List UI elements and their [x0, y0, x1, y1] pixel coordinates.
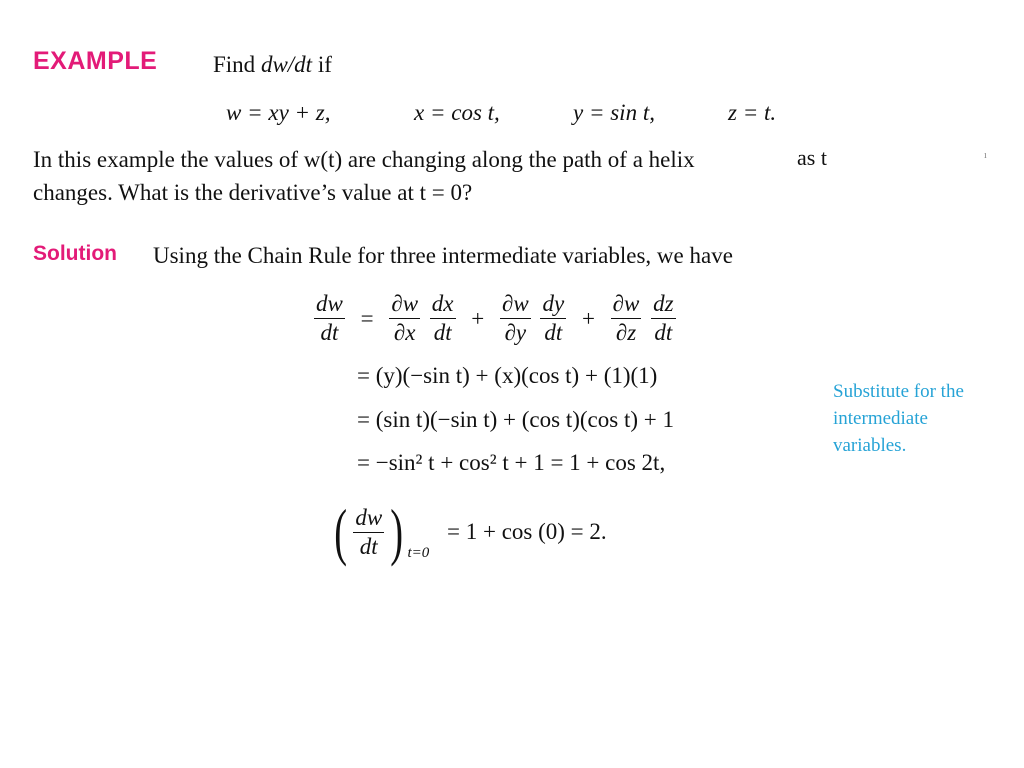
- paragraph-line-1: In this example the values of w(t) are changing along the path of a helix: [33, 147, 695, 172]
- plus-sign: +: [471, 305, 485, 331]
- paragraph-line-2: changes. What is the derivative’s value at t = 0?: [33, 180, 473, 205]
- note-line-1: Substitute for the: [833, 381, 964, 402]
- solution-label: Solution: [33, 242, 117, 265]
- plus-sign: +: [581, 305, 595, 331]
- step-2: = (sin t)(−sin t) + (cos t)(cos t) + 1: [357, 407, 674, 432]
- find-suffix: if: [317, 52, 332, 77]
- definition-z: z = t.: [728, 100, 777, 125]
- step-1: = (y)(−sin t) + (x)(cos t) + (1)(1): [357, 363, 658, 388]
- chain-rule-equation: [312, 290, 678, 347]
- note-line-2: intermediate: [833, 408, 928, 429]
- eval-rhs: = 1 + cos (0) = 2.: [447, 519, 607, 544]
- eval-subscript: t=0: [407, 545, 430, 562]
- solution-intro: Using the Chain Rule for three intermediate variables, we have: [153, 243, 733, 268]
- evaluation-equation: [330, 496, 607, 567]
- margin-note: [833, 378, 964, 459]
- partial-w-z: $\frac{\partial w}{\partial z}$: [612, 291, 640, 345]
- find-expression: dw/dt: [260, 52, 313, 77]
- lhs-fraction: $\frac{dw}{dt}$: [316, 291, 343, 345]
- equals-sign: =: [360, 305, 374, 331]
- stray-mark: ı: [984, 150, 987, 161]
- step-3: = −sin² t + cos² t + 1 = 1 + cos 2t,: [357, 450, 666, 475]
- paragraph-as-t: as t: [797, 145, 827, 170]
- left-paren: (: [334, 496, 348, 567]
- right-paren: ): [390, 496, 404, 567]
- definition-y: y = sin t,: [573, 100, 655, 125]
- partial-w-y: $\frac{\partial w}{\partial y}$: [502, 291, 529, 345]
- find-statement: [213, 52, 332, 78]
- deriv-x-t: $\frac{dx}{dt}$: [431, 291, 454, 345]
- deriv-y-t: $\frac{dy}{dt}$: [542, 291, 565, 345]
- definition-x: x = cos t,: [414, 100, 500, 125]
- eval-fraction: $\frac{dw}{dt}$: [355, 504, 383, 559]
- example-label: EXAMPLE: [33, 47, 158, 75]
- partial-w-x: $\frac{\partial w}{\partial x}$: [391, 291, 419, 345]
- definition-w: w = xy + z,: [226, 100, 331, 125]
- find-prefix: Find: [213, 52, 256, 77]
- deriv-z-t: $\frac{dz}{dt}$: [653, 291, 674, 345]
- note-line-3: variables.: [833, 435, 907, 456]
